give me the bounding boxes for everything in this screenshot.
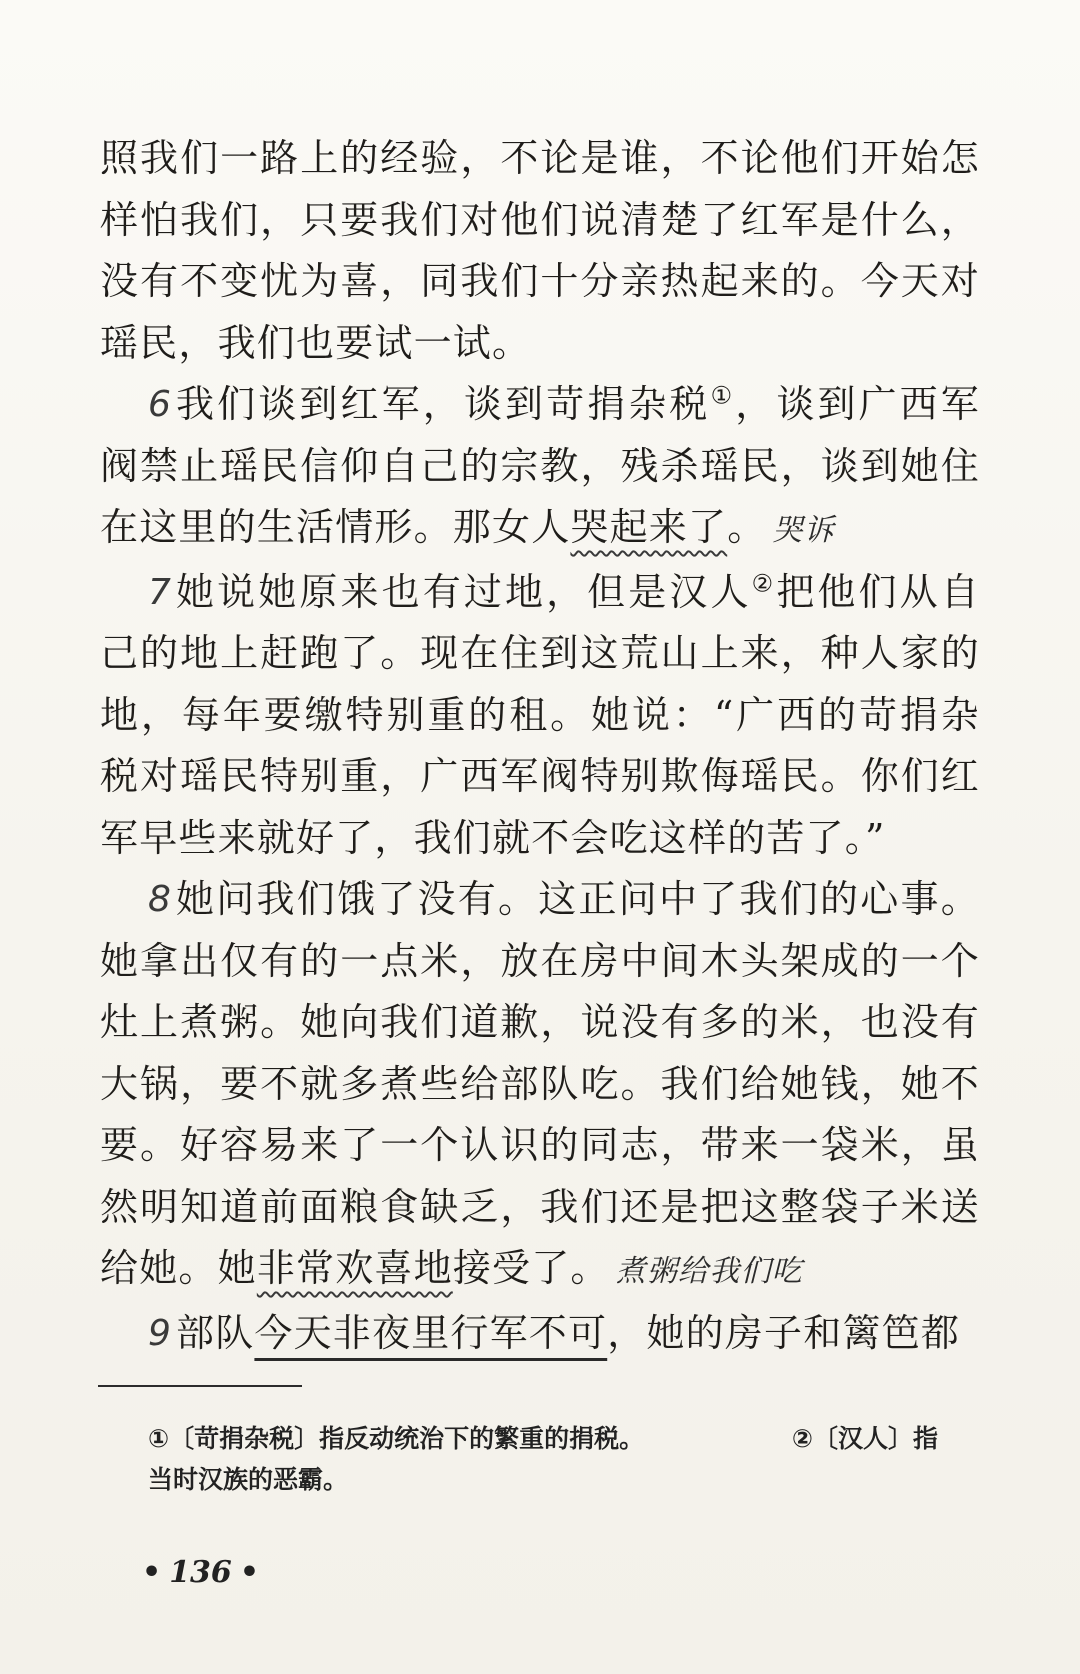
paragraph-number-handwritten: 6 [148,384,173,425]
paragraph-number-handwritten: 9 [148,1312,173,1354]
page-number [134,1555,267,1590]
footnotes [148,1418,938,1500]
paragraph-text: 她说她原来也有过地，但是汉人 [176,569,752,614]
paragraph-text: ，她的房子和篱笆都 [607,1310,961,1355]
wavy-underlined-phrase: 非常欢喜地 [256,1246,453,1290]
footnote-2: ②〔汉人〕指 [791,1424,938,1453]
paragraph-text: 她问我们饿了没有。这正问中了我们的心事。她拿出仅有的一点米，放在房中间木头架成的一个灶上煮粥。她向我们道歉，说没有多的米，也没有大锅，要不就多煮些给部队吃。我们给她钱，她不要。好容易来了一个认识的同志，带来一袋米，虽然明知道前面粮食缺乏，我们还是把这整袋子米送给她。她 [100,877,980,1290]
paragraph-number-handwritten: 8 [148,879,173,920]
page-number-dot: • [239,1555,259,1590]
footnote-2-continued: 当时汉族的恶霸。 [148,1465,349,1494]
paragraph-text: 把他们从自己的地上赶跑了。现在住到这荒山上来，种人家的地，每年要缴特别重的租。她说：“广西的苛捐杂税对瑶民特别重，广西军阀特别欺侮瑶民。你们红军早些来就好了，我们就不会吃这样的苦了。” [100,569,980,860]
footnote-mark-1: ① [710,381,736,410]
paragraph-number-handwritten: 7 [148,571,173,613]
paragraph-text: 接受了。 [452,1246,610,1290]
paragraph-8 [100,869,980,1303]
paragraph-continued [100,128,980,374]
page-number-dot: • [142,1555,162,1590]
paragraph-text: ，谈到广西军阀禁止瑶民信仰自己的宗教，残杀瑶民，谈到她住在这里的生活情形。那女人 [100,382,981,549]
wavy-underlined-phrase: 哭起来了 [570,505,728,549]
paragraph-9 [100,1303,980,1365]
footnote-divider [98,1385,302,1387]
footnote-row [148,1418,938,1459]
paragraph-text: 照我们一路上的经验，不论是谁，不论他们开始怎样怕我们，只要我们对他们说清楚了红军是什么，没有不变忧为喜，同我们十分亲热起来的。今天对瑶民，我们也要试一试。 [100,136,980,365]
paragraph-text: 部队 [176,1310,255,1355]
handwritten-annotation: 哭诉 [772,513,835,548]
paragraph-text: 。 [727,505,767,549]
paragraph-7 [100,562,980,870]
paragraph-text: 我们谈到红军，谈到苛捐杂税 [176,382,711,426]
footnote-1: ①〔苛捐杂税〕指反动统治下的繁重的捐税。 [148,1424,645,1453]
body-text [100,128,980,1364]
page-number-value: 136 [169,1555,232,1590]
handwritten-annotation: 煮粥给我们吃 [615,1254,803,1289]
footnote-mark-2: ② [751,568,777,597]
paragraph-6 [100,374,980,562]
underlined-phrase: 今天非夜里行军不可 [254,1310,608,1355]
